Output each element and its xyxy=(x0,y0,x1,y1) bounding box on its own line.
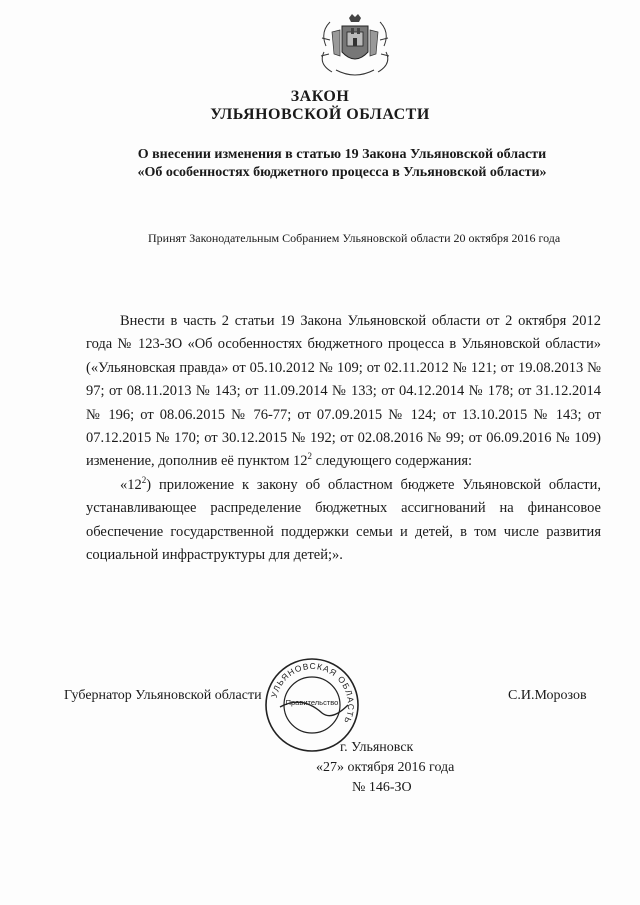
signatory-name: С.И.Морозов xyxy=(508,688,587,703)
paragraph-amendment-text: Внести в часть 2 статьи 19 Закона Ульяновской области от 2 октября 2012 года № 123-ЗО «Об особенностях бюджетного процесса в Ульяновской области» («Ульяновская правда» от 05.10.2012 № 109; от 02.11.2012 № 121; от 19.08.2013 № 97; от 08.11.2013 № 143; от 11.09.2014 № 133; от 04.12.2014 № 178; от 31.12.2014 № 196; от 08.06.2015 № 76-77; от 07.09.2015 № 124; от 13.10.2015 № 143; от 07.12.2015 № 170; от 30.12.2015 № 192; от 02.08.2016 № 99; от 06.09.2016 № 109) изменение, дополнив её пунктом 12 xyxy=(86,313,601,470)
law-subject xyxy=(0,146,640,182)
paragraph-amendment xyxy=(86,310,601,474)
signatory-position: Губернатор Ульяновской области xyxy=(64,688,262,703)
coat-of-arms-emblem xyxy=(316,12,394,82)
seal-center-text: Правительство xyxy=(285,698,339,707)
seal-ring-text: УЛЬЯНОВСКАЯ ОБЛАСТЬ xyxy=(268,660,357,726)
law-region-title: УЛЬЯНОВСКОЙ ОБЛАСТИ xyxy=(210,106,430,123)
signing-city: г. Ульяновск xyxy=(340,740,414,755)
paragraph-amendment-superscript: 2 xyxy=(307,451,313,462)
quoted-item-superscript: 2 xyxy=(141,475,147,486)
law-number: № 146-ЗО xyxy=(352,780,412,795)
subject-line-1: О внесении изменения в статью 19 Закона Ульяновской области xyxy=(137,147,547,162)
law-title: ЗАКОН xyxy=(290,88,350,105)
quoted-item-text: ) приложение к закону об областном бюджете Ульяновской области, устанавливающее распределение бюджетных ассигнований на финансовое обеспечение государственной поддержки семьи и детей, в том числе развития социальной инфраструктуры для детей;». xyxy=(86,476,601,564)
paragraph-amendment-tail: следующего содержания: xyxy=(312,453,473,470)
law-body xyxy=(86,310,601,567)
quoted-item-number: «12 xyxy=(120,476,142,493)
signing-date: «27» октября 2016 года xyxy=(316,760,455,775)
paragraph-quoted-item xyxy=(86,474,601,568)
subject-line-2: «Об особенностях бюджетного процесса в Ульяновской области» xyxy=(137,165,547,180)
adoption-note: Принят Законодательным Собранием Ульяновской области 20 октября 2016 года xyxy=(148,231,561,245)
